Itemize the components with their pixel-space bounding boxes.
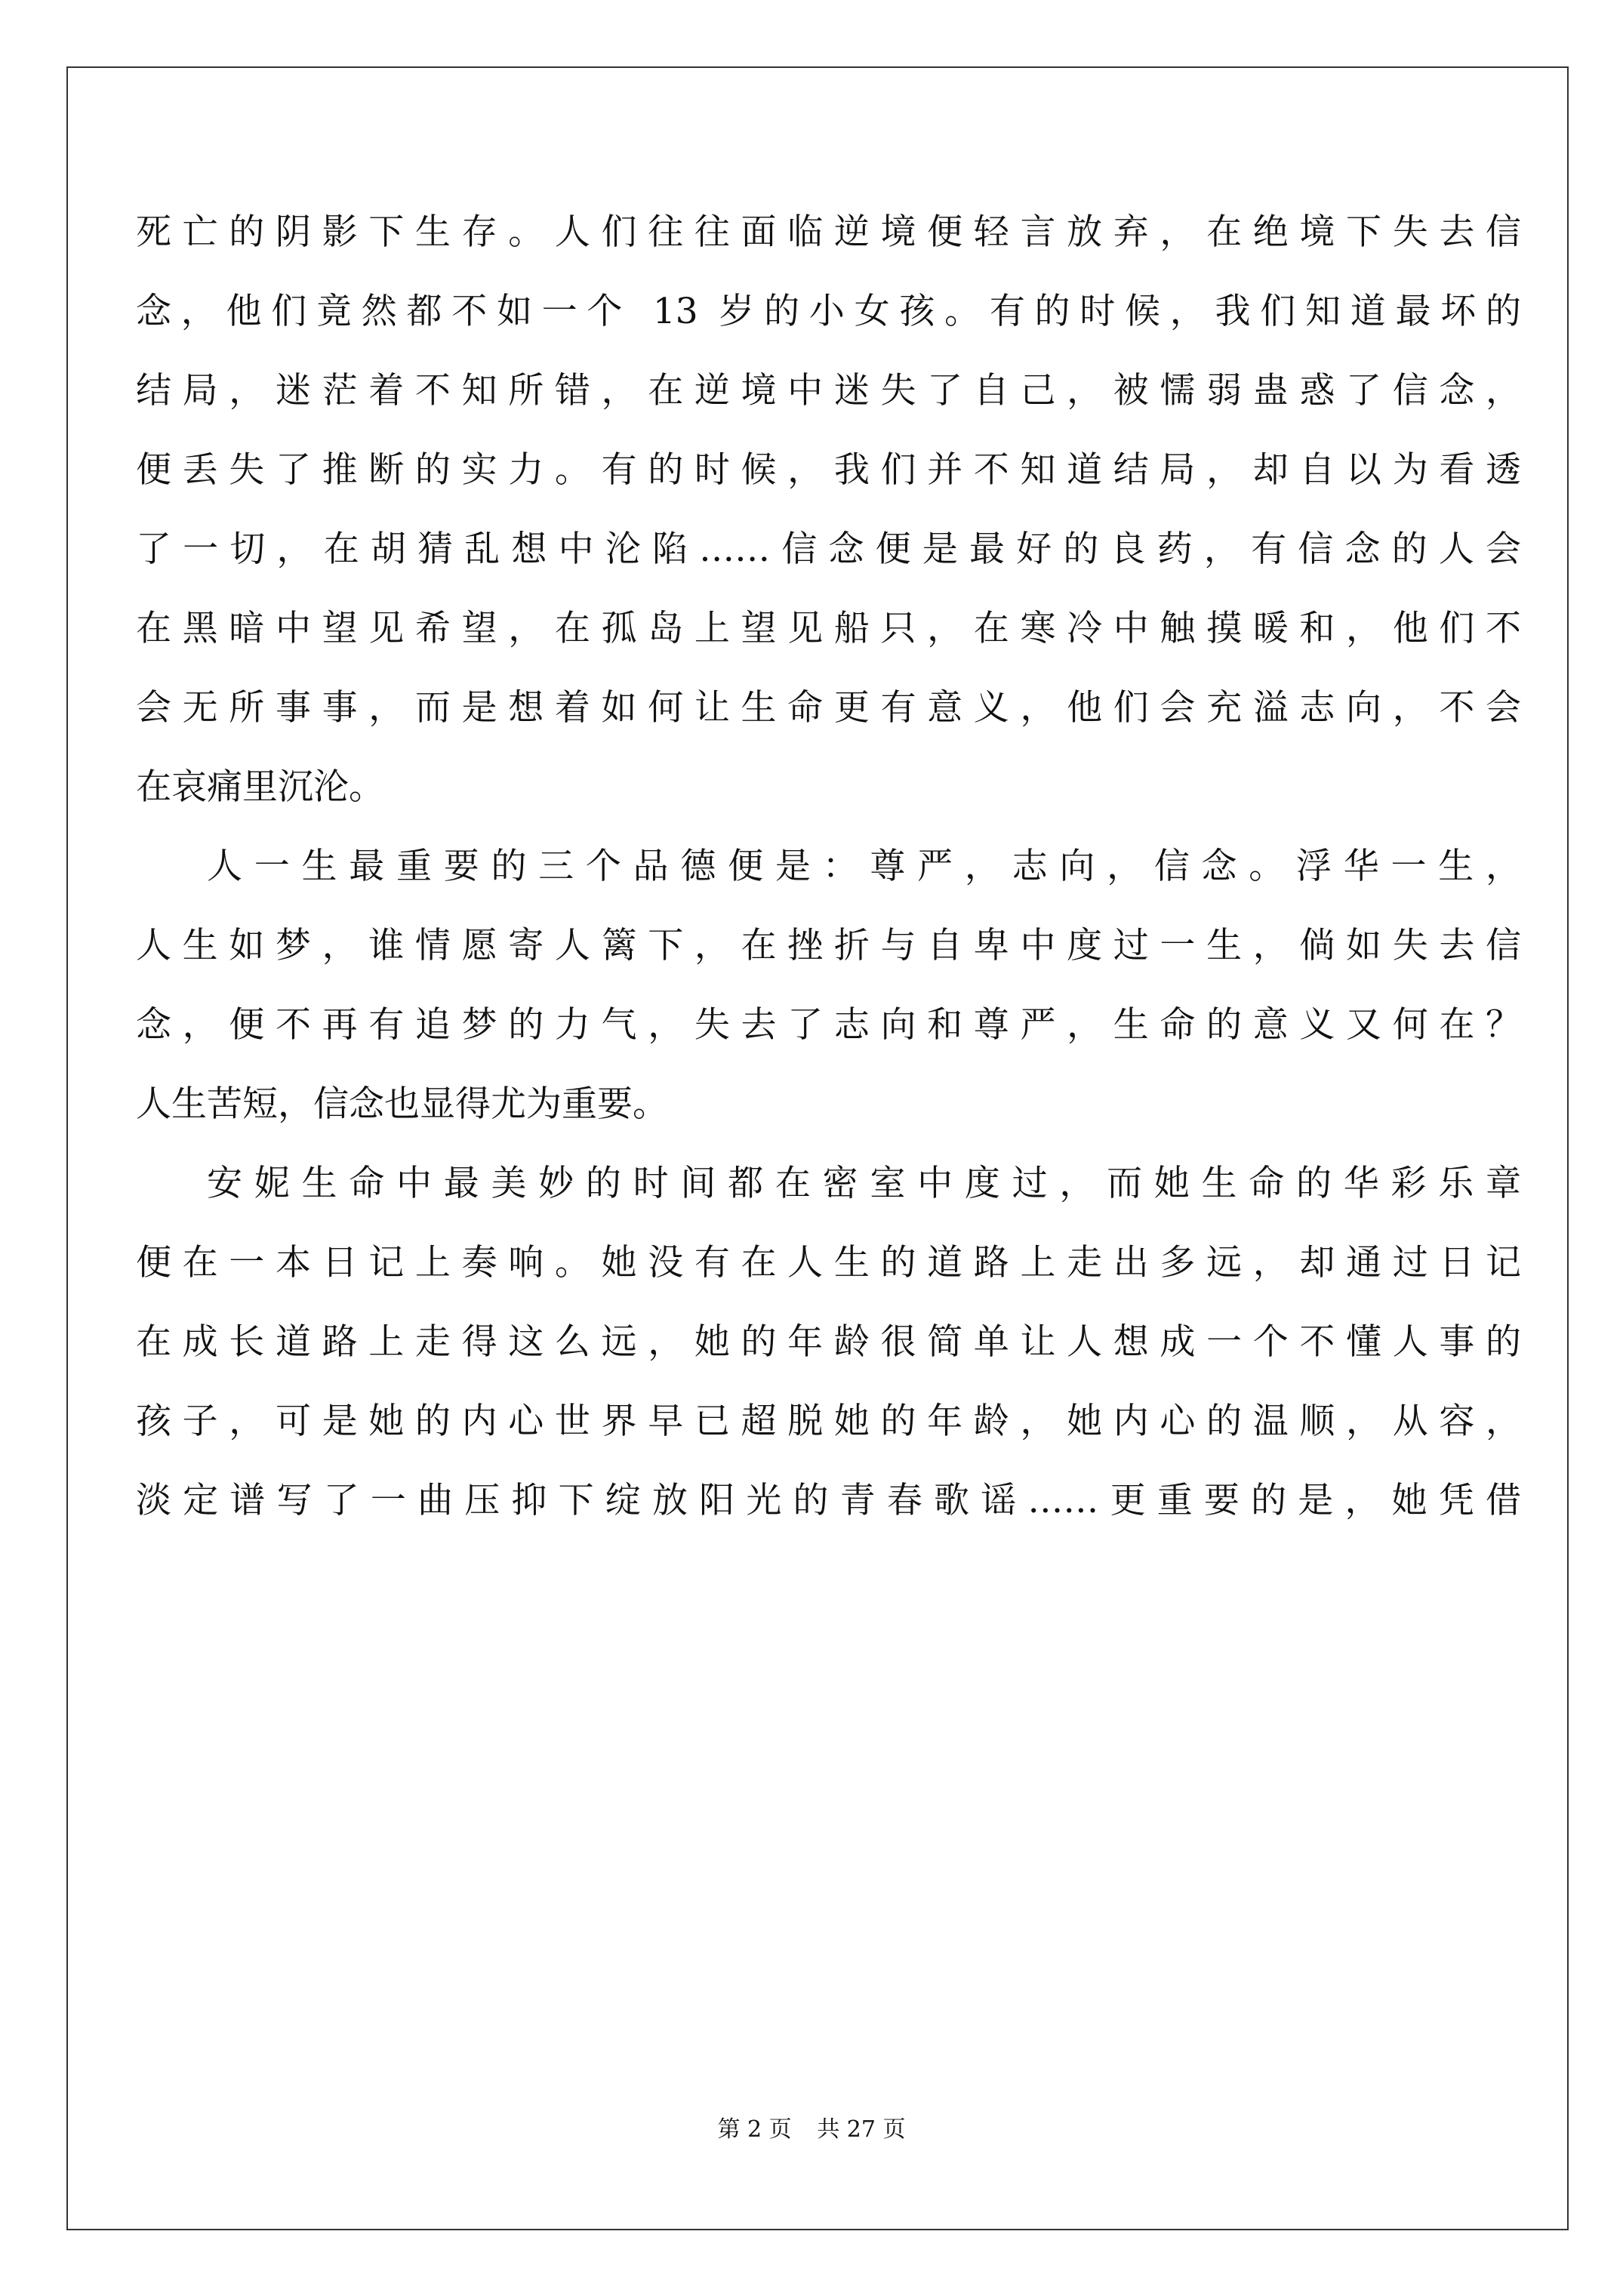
text-line: 人生苦短，信念也显得尤为重要。 [136, 1083, 668, 1125]
text-line: 会无所事事，而是想着如何让生命更有意义，他们会充溢志向，不会 [136, 687, 1521, 729]
page-footer [0, 2110, 1623, 2143]
page-number: 第 2 页 [717, 2116, 792, 2143]
text-line: 便丢失了推断的实力。有的时候，我们并不知道结局，却自以为看透 [136, 449, 1521, 491]
text-line: 在哀痛里沉沦。 [136, 766, 384, 808]
text-line: 人生如梦，谁情愿寄人篱下，在挫折与自卑中度过一生，倘如失去信 [136, 925, 1521, 966]
text-line: 死亡的阴影下生存。人们往往面临逆境便轻言放弃，在绝境下失去信 [136, 211, 1521, 253]
text-line: 了一切，在胡猜乱想中沦陷……信念便是最好的良药，有信念的人会 [136, 529, 1521, 570]
text-line: 安妮生命中最美妙的时间都在密室中度过，而她生命的华彩乐章 [207, 1163, 1521, 1204]
paragraph-1 [136, 193, 1521, 827]
text-line: 孩子，可是她的内心世界早已超脱她的年龄，她内心的温顺，从容， [136, 1401, 1521, 1442]
text-line: 结局，迷茫着不知所错，在逆境中迷失了自己，被懦弱蛊惑了信念， [136, 370, 1521, 411]
text-line: 念，便不再有追梦的力气，失去了志向和尊严，生命的意义又何在？ [136, 1004, 1521, 1046]
document-body [136, 193, 1521, 1540]
text-line: 念，他们竟然都不如一个 13 岁的小女孩。有的时候，我们知道最坏的 [136, 291, 1521, 332]
text-line: 便在一本日记上奏响。她没有在人生的道路上走出多远，却通过日记 [136, 1242, 1521, 1284]
text-line: 人一生最重要的三个品德便是：尊严，志向，信念。浮华一生， [207, 846, 1521, 887]
text-line: 淡定谱写了一曲压抑下绽放阳光的青春歌谣……更重要的是，她凭借 [136, 1480, 1521, 1521]
page-total: 共 27 页 [817, 2116, 906, 2143]
paragraph-3 [136, 1144, 1521, 1540]
text-line: 在黑暗中望见希望，在孤岛上望见船只，在寒冷中触摸暖和，他们不 [136, 608, 1521, 649]
text-line: 在成长道路上走得这么远，她的年龄很简单让人想成一个不懂人事的 [136, 1321, 1521, 1363]
paragraph-2 [136, 827, 1521, 1144]
